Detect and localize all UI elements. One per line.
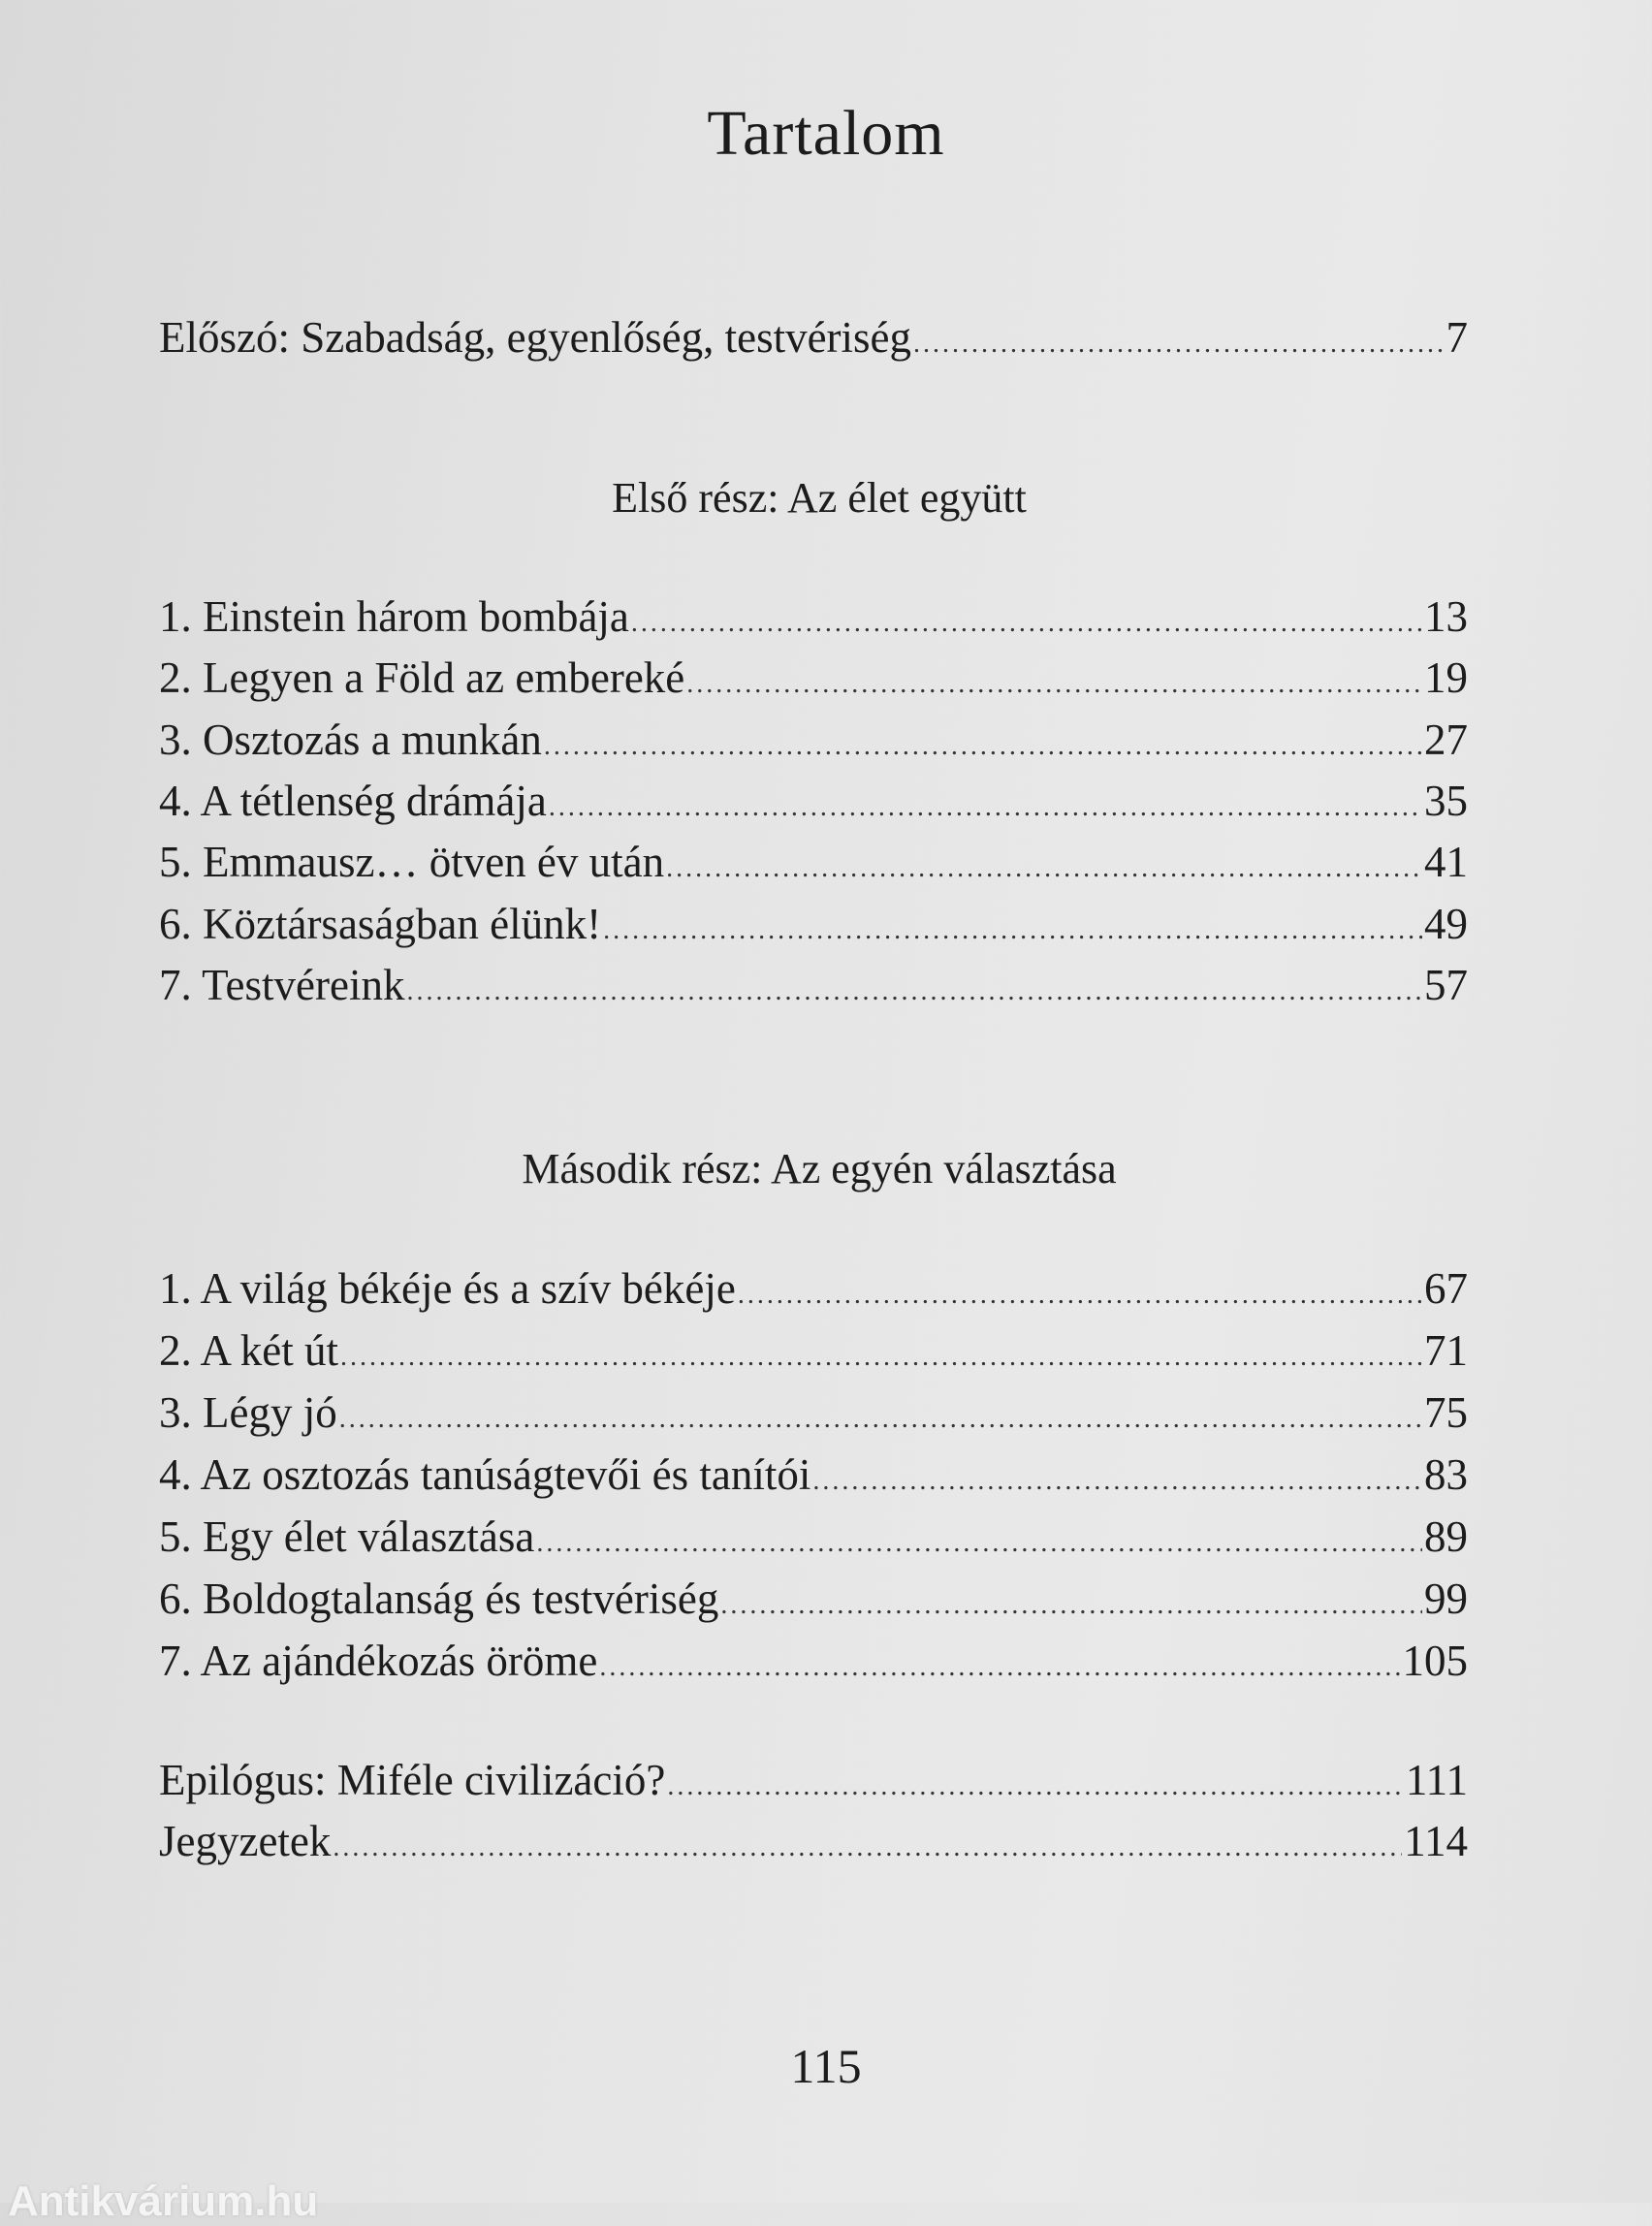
toc-entry-page: 75	[1424, 1388, 1468, 1437]
toc-entry-label: 3. Légy jó	[159, 1388, 337, 1437]
dot-leader	[406, 965, 1422, 1019]
toc-entry-label: 1. A világ békéje és a szív békéje	[159, 1264, 736, 1313]
toc-entry-label: 2. A két út	[159, 1326, 339, 1375]
dot-leader	[631, 596, 1422, 651]
toc-entry-label: Jegyzetek	[159, 1817, 332, 1865]
dot-leader	[812, 1454, 1422, 1509]
toc-entry-label: 1. Einstein három bombája	[159, 592, 629, 641]
toc-entry-label: 6. Boldogtalanság és testvériség	[159, 1574, 719, 1623]
watermark: Antikvárium.hu	[8, 2178, 319, 2225]
toc-entry-preface[interactable]	[159, 310, 1468, 371]
toc-entry-page: 99	[1424, 1574, 1468, 1623]
toc-entry-page: 13	[1424, 592, 1468, 641]
part2-heading: Második rész: Az egyén választása	[522, 1145, 1117, 1192]
toc-entry-label: 7. Az ajándékozás öröme	[159, 1637, 598, 1685]
toc-entry-page: 111	[1405, 1756, 1468, 1804]
toc-entry-page: 41	[1424, 838, 1468, 887]
toc-entry[interactable]	[159, 1572, 1468, 1633]
toc-entry-page: 105	[1402, 1637, 1468, 1685]
toc-entry-page: 67	[1424, 1264, 1468, 1313]
dot-leader	[913, 317, 1444, 371]
dot-leader	[738, 1268, 1422, 1322]
toc-entry[interactable]	[159, 958, 1468, 1019]
toc-entry[interactable]	[159, 1447, 1468, 1509]
toc-entry[interactable]	[159, 774, 1468, 835]
toc-entry-page: 19	[1424, 653, 1468, 703]
part1-heading: Első rész: Az élet együtt	[612, 474, 1027, 522]
dot-leader	[666, 842, 1422, 896]
toc-entry-page: 71	[1424, 1326, 1468, 1375]
toc-entry-page: 27	[1424, 715, 1468, 764]
toc-entry[interactable]	[159, 1510, 1468, 1571]
toc-entry-label: 7. Testvéreink	[159, 960, 405, 1009]
page-number: 115	[790, 2039, 862, 2093]
toc-entry[interactable]	[159, 1323, 1468, 1384]
toc-entry-page: 49	[1424, 899, 1468, 948]
toc-entry[interactable]	[159, 589, 1468, 651]
toc-entry-page: 57	[1424, 960, 1468, 1009]
toc-entry-label: 4. A tétlenség drámája	[159, 776, 547, 825]
toc-entry-label: 3. Osztozás a munkán	[159, 715, 542, 764]
toc-entry[interactable]	[159, 651, 1468, 712]
dot-leader	[599, 1640, 1400, 1695]
toc-entry[interactable]	[159, 897, 1468, 958]
page-title: Tartalom	[707, 98, 945, 169]
toc-entry-label: 5. Egy élet választása	[159, 1512, 535, 1561]
toc-entry-notes[interactable]	[159, 1814, 1468, 1875]
toc-entry-page: 89	[1424, 1512, 1468, 1561]
dot-leader	[667, 1760, 1403, 1814]
toc-entry-label: 6. Köztársaságban élünk!	[159, 899, 602, 948]
toc-entry[interactable]	[159, 1634, 1468, 1695]
toc-entry-label: Epilógus: Miféle civilizáció?	[159, 1756, 666, 1804]
toc-entry[interactable]	[159, 1385, 1468, 1447]
toc-entry[interactable]	[159, 713, 1468, 774]
dot-leader	[720, 1578, 1422, 1633]
toc-entry-label: 2. Legyen a Föld az embereké	[159, 653, 685, 703]
dot-leader	[340, 1330, 1422, 1384]
toc-entry-label: Előszó: Szabadság, egyenlőség, testvériség	[159, 313, 912, 362]
dot-leader	[544, 719, 1422, 774]
toc-entry-label: 5. Emmausz… ötven év után	[159, 838, 665, 887]
dot-leader	[603, 904, 1422, 958]
dot-leader	[686, 657, 1422, 712]
dot-leader	[549, 780, 1422, 835]
toc-entry-page: 7	[1446, 313, 1468, 362]
toc-entry-epilogue[interactable]	[159, 1753, 1468, 1814]
toc-entry-page: 35	[1424, 776, 1468, 825]
toc-entry-page: 114	[1404, 1817, 1468, 1865]
toc-entry-label: 4. Az osztozás tanúságtevői és tanítói	[159, 1450, 811, 1499]
toc-entry-page: 83	[1424, 1450, 1468, 1499]
toc-entry[interactable]	[159, 1261, 1468, 1322]
dot-leader	[339, 1392, 1422, 1447]
dot-leader	[333, 1821, 1402, 1875]
toc-entry[interactable]	[159, 835, 1468, 896]
dot-leader	[536, 1516, 1422, 1571]
